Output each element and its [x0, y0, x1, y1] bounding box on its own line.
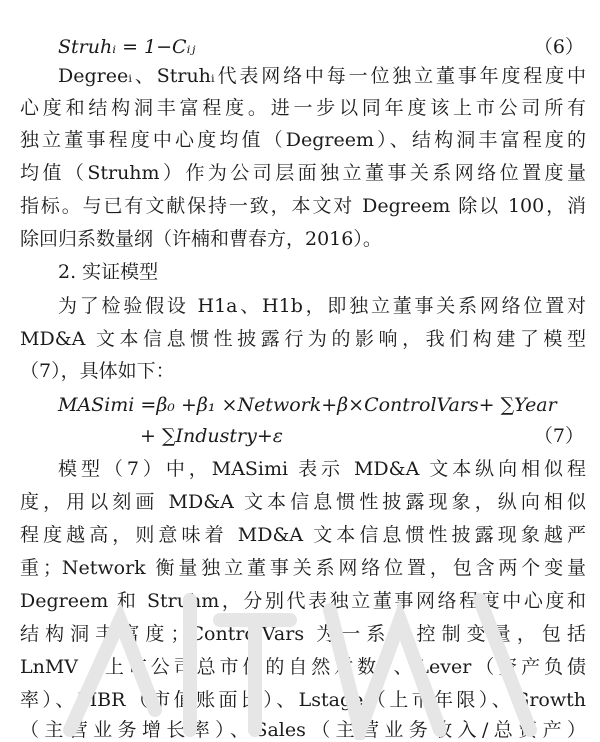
paragraph-3-line-1: 模型（7）中，MASimi 表示 MD&A 文本纵向相似程	[58, 458, 586, 480]
watermark-mark	[60, 560, 580, 740]
paragraph-1-line-6: 除回归系数量纲（许楠和曹春方，2016）。	[20, 228, 382, 250]
paragraph-3-line-8: 率）、MBR（市值账面比）、Lstage（上市年限）、Growth	[20, 689, 586, 711]
equation-7-number: （7）	[533, 425, 584, 447]
paragraph-3-line-9: （主营业务增长率）、Sales（主营业务收入/总资产）	[20, 719, 586, 741]
paragraph-3-line-3: 程度越高，则意味着 MD&A 文本信息惯性披露现象越严	[20, 524, 586, 546]
paragraph-3-line-6: 结构洞丰富度；ControlVars 为一系列控制变量，包括	[20, 623, 586, 645]
paragraph-3-line-2: 度，用以刻画 MD&A 文本信息惯性披露现象，纵向相似	[20, 491, 586, 513]
paragraph-1-line-2: 心度和结构洞丰富程度。进一步以同年度该上市公司所有	[20, 97, 586, 119]
paragraph-2-line-2: MD&A 文本信息惯性披露行为的影响，我们构建了模型	[20, 328, 586, 350]
paragraph-2-line-1: 为了检验假设 H1a、H1b，即独立董事关系网络位置对	[58, 295, 586, 317]
paragraph-1-line-3: 独立董事程度中心度均值（Degreem）、结构洞丰富程度的	[20, 129, 586, 151]
equation-7-line-1: MASimi =β₀ +β₁ ×Network+β×ControlVars+ ∑Year	[58, 394, 557, 416]
equation-6: Struhᵢ = 1−Cᵢⱼ	[58, 36, 196, 58]
equation-7-line-2: + ∑Industry+ε	[140, 425, 283, 447]
paragraph-3-line-5: Degreem 和 Struhm，分别代表独立董事网络程度中心度和	[20, 590, 586, 612]
paragraph-1-line-5: 指标。与已有文献保持一致，本文对 Degreem 除以 100，消	[20, 195, 586, 217]
paragraph-3-line-4: 重；Network 衡量独立董事关系网络位置，包含两个变量	[20, 557, 586, 579]
section-heading: 2. 实证模型	[58, 261, 159, 283]
paragraph-1-line-1: Degreeᵢ、Struhᵢ代表网络中每一位独立董事年度程度中	[58, 65, 586, 87]
paragraph-2-line-3: （7），具体如下：	[20, 360, 175, 382]
equation-6-number: （6）	[533, 36, 584, 58]
paragraph-1-line-4: 均值（Struhm）作为公司层面独立董事关系网络位置度量	[20, 162, 586, 184]
paragraph-3-line-7: LnMV（上市公司总市值的自然对数）、Lever（资产负债	[20, 656, 586, 678]
